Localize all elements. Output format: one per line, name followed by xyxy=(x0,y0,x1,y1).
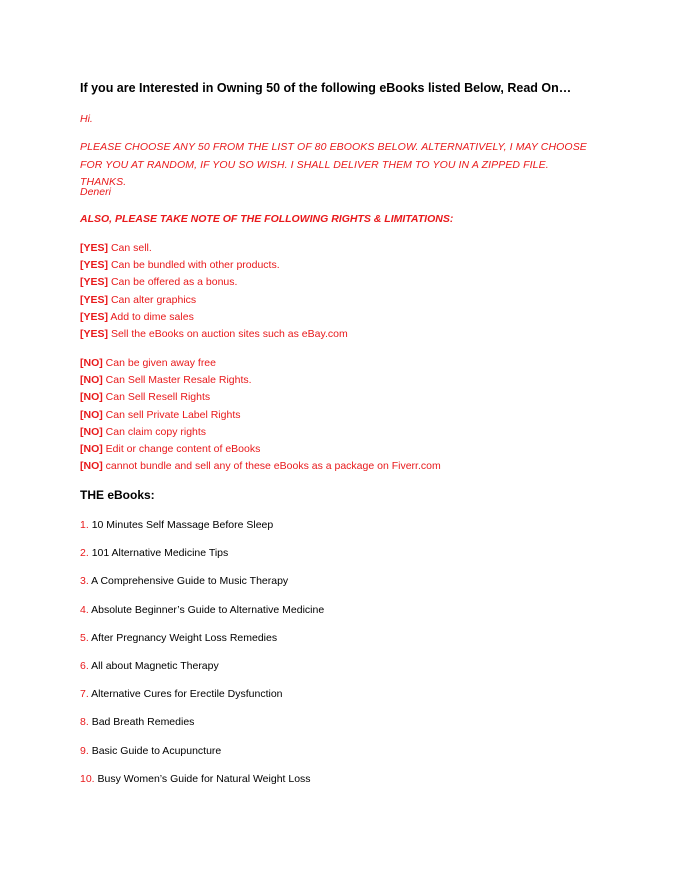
yes-item xyxy=(80,326,348,343)
no-item xyxy=(80,407,441,424)
page-title: If you are Interested in Owning 50 of the following eBooks listed Below, Read On… xyxy=(80,81,572,95)
no-tag: [NO] xyxy=(80,460,103,473)
no-rights-list xyxy=(80,355,441,475)
yes-tag: [YES] xyxy=(80,293,109,306)
no-item xyxy=(80,355,441,372)
ebook-list xyxy=(80,517,324,799)
ebook-item xyxy=(80,517,324,545)
ebook-item xyxy=(80,545,324,573)
ebook-number: 5. xyxy=(80,631,89,644)
ebook-title: 10 Minutes Self Massage Before Sleep xyxy=(91,519,274,531)
ebook-number: 9. xyxy=(80,744,89,757)
ebook-item xyxy=(80,658,324,686)
yes-tag: [YES] xyxy=(80,259,109,272)
ebook-number: 10. xyxy=(80,772,95,785)
ebook-item xyxy=(80,630,324,658)
yes-text: Can be offered as a bonus. xyxy=(110,276,238,289)
ebook-item xyxy=(80,714,324,742)
rights-heading: ALSO, PLEASE TAKE NOTE OF THE FOLLOWING RIGHTS & LIMITATIONS: xyxy=(80,213,454,225)
ebook-number: 3. xyxy=(80,575,89,588)
ebook-title: Busy Women’s Guide for Natural Weight Loss xyxy=(97,772,311,785)
yes-rights-list xyxy=(80,240,348,343)
signature: Deneri xyxy=(80,186,111,198)
yes-item xyxy=(80,274,348,291)
no-tag: [NO] xyxy=(80,374,103,387)
ebook-number: 7. xyxy=(80,688,89,701)
no-tag: [NO] xyxy=(80,408,103,421)
no-tag: [NO] xyxy=(80,391,103,404)
ebook-title: After Pregnancy Weight Loss Remedies xyxy=(91,631,278,644)
no-text: Edit or change content of eBooks xyxy=(105,442,261,455)
ebook-item xyxy=(80,743,324,771)
ebooks-heading: THE eBooks: xyxy=(80,488,155,502)
yes-item xyxy=(80,292,348,309)
yes-item xyxy=(80,309,348,326)
yes-tag: [YES] xyxy=(80,276,109,289)
no-item xyxy=(80,389,441,406)
ebook-number: 8. xyxy=(80,716,89,729)
no-text: Can sell Private Label Rights xyxy=(105,408,241,421)
ebook-title: A Comprehensive Guide to Music Therapy xyxy=(91,575,289,588)
yes-tag: [YES] xyxy=(80,310,109,323)
yes-item xyxy=(80,257,348,274)
no-tag: [NO] xyxy=(80,357,103,369)
no-text: Can claim copy rights xyxy=(105,425,207,438)
no-text: cannot bundle and sell any of these eBooks as a package on Fiverr.com xyxy=(105,460,441,473)
ebook-title: Alternative Cures for Erectile Dysfunction xyxy=(91,688,283,701)
ebook-title: 101 Alternative Medicine Tips xyxy=(91,547,229,560)
no-item xyxy=(80,441,441,458)
ebook-item xyxy=(80,573,324,601)
ebook-number: 6. xyxy=(80,659,89,672)
ebook-number: 4. xyxy=(80,603,89,616)
no-item xyxy=(80,458,441,475)
no-text: Can Sell Resell Rights xyxy=(105,391,211,404)
greeting: Hi. xyxy=(80,113,93,125)
ebook-title: Bad Breath Remedies xyxy=(91,716,195,729)
ebook-number: 1. xyxy=(80,519,89,531)
yes-item xyxy=(80,240,348,257)
ebook-title: Absolute Beginner’s Guide to Alternative Medicine xyxy=(91,603,325,616)
ebook-title: Basic Guide to Acupuncture xyxy=(91,744,222,757)
ebook-title: All about Magnetic Therapy xyxy=(91,659,219,672)
yes-text: Can alter graphics xyxy=(110,293,197,306)
yes-tag: [YES] xyxy=(80,242,109,254)
no-tag: [NO] xyxy=(80,442,103,455)
document-page xyxy=(80,0,600,880)
no-item xyxy=(80,424,441,441)
yes-tag: [YES] xyxy=(80,327,109,340)
notice-paragraph: PLEASE CHOOSE ANY 50 FROM THE LIST OF 80 EBOOKS BELOW. ALTERNATIVELY, I MAY CHOOSE FOR YOU AT RANDOM, IF YOU SO WISH. I SHALL DELIVER THEM TO YOU IN A ZIPPED FILE. THANKS. xyxy=(80,141,587,188)
ebook-item xyxy=(80,602,324,630)
ebook-number: 2. xyxy=(80,547,89,560)
ebook-item xyxy=(80,771,324,799)
ebook-item xyxy=(80,686,324,714)
yes-text: Can sell. xyxy=(110,242,152,254)
no-tag: [NO] xyxy=(80,425,103,438)
yes-text: Add to dime sales xyxy=(110,310,194,323)
yes-text: Can be bundled with other products. xyxy=(110,259,280,272)
no-text: Can Sell Master Resale Rights. xyxy=(105,374,252,387)
no-text: Can be given away free xyxy=(105,357,216,369)
no-item xyxy=(80,372,441,389)
yes-text: Sell the eBooks on auction sites such as eBay.com xyxy=(110,327,348,340)
